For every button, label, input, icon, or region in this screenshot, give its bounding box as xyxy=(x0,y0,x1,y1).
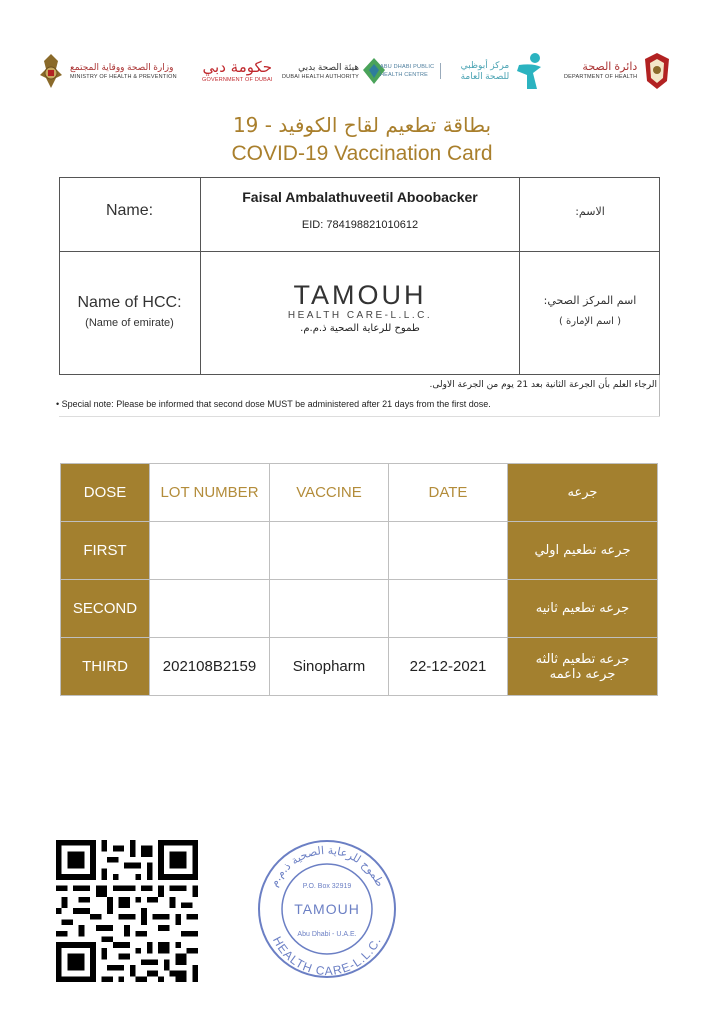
lot-number-cell xyxy=(150,522,270,580)
hcc-sublabel-en: (Name of emirate) xyxy=(85,317,174,329)
table-row xyxy=(61,580,658,638)
dose-label-ar xyxy=(508,638,658,696)
name-label-en: Name: xyxy=(105,202,154,219)
special-note-ar: الرجاء العلم بأن الجرعة الثانية بعد 21 يوم من الجرعة الاولى. xyxy=(429,380,657,390)
emirates-id: EID: 784198821010612 xyxy=(301,219,419,231)
stamp-top-text: طموح للرعاية الصحية ذ.م.م xyxy=(267,843,387,889)
special-note-en: • Special note: Please be informed that second dose MUST be administered after 21 days from the first dose. xyxy=(56,399,491,409)
vaccine-cell xyxy=(270,580,389,638)
card-title-ar: بطاقة تطعيم لقاح الكوفيد - 19 xyxy=(232,113,492,137)
header-lot-number: LOT NUMBER xyxy=(150,464,270,522)
hcc-label-en: Name of HCC: xyxy=(77,294,182,311)
note-bottom-border xyxy=(59,416,660,417)
holder-name: Faisal Ambalathuveetil Aboobacker xyxy=(242,189,478,205)
holder-info-section xyxy=(56,177,660,417)
dubai-health-authority-logo xyxy=(282,48,387,94)
dha-logo-en: DUBAI HEALTH AUTHORITY xyxy=(282,73,360,80)
header-dose-ar: جرعه xyxy=(508,464,658,522)
info-row-divider xyxy=(59,251,660,252)
vaccine-cell xyxy=(270,522,389,580)
adphc-logo-en-1: ABU DHABI PUBLIC xyxy=(380,64,435,70)
qr-code xyxy=(56,840,198,982)
uae-emblem-icon xyxy=(36,51,66,91)
adphc-logo-ar: مركز أبوظبي للصحة العامة xyxy=(460,60,510,81)
dose-label-ar-line1: جرعه تطعيم ثالثه xyxy=(535,651,630,667)
tamouh-logo-ar: طموح للرعاية الصحية ذ.م.م. xyxy=(300,323,420,334)
dose-label: SECOND xyxy=(61,580,150,638)
stamp-bottom-text: HEALTH CARE-L.L.C. xyxy=(269,934,384,979)
dose-label: FIRST xyxy=(61,522,150,580)
dose-label-ar: جرعه تطعيم ثانيه xyxy=(508,580,658,638)
abu-dhabi-emblem-icon xyxy=(642,51,672,91)
adphc-figure-icon xyxy=(513,51,547,91)
note-right-border xyxy=(659,375,660,417)
stamp-po-box: P.O. Box 32919 xyxy=(302,883,352,890)
vaccine-cell: Sinopharm xyxy=(270,638,389,696)
doh-logo-ar: دائرة الصحة xyxy=(582,60,638,73)
card-title-en: COVID-19 Vaccination Card xyxy=(231,142,493,165)
dubai-logo-en: GOVERNMENT OF DUBAI xyxy=(202,77,273,83)
ministry-health-prevention-logo xyxy=(36,48,177,94)
date-cell: 22-12-2021 xyxy=(389,638,508,696)
hcc-label-ar: اسم المركز الصحي: xyxy=(543,294,637,307)
dose-table-header xyxy=(61,464,658,522)
name-label-ar: الاسم: xyxy=(575,205,605,218)
header-vaccine: VACCINE xyxy=(270,464,389,522)
dubai-logo-ar: حكومة دبي xyxy=(202,58,273,76)
date-cell xyxy=(389,580,508,638)
header-logos xyxy=(36,48,688,94)
dose-label-ar-line2: جرعه داعمه xyxy=(549,666,616,682)
header-dose: DOSE xyxy=(61,464,150,522)
department-of-health-logo xyxy=(564,48,672,94)
tamouh-logo-main: TAMOUH xyxy=(293,280,427,310)
government-of-dubai-logo xyxy=(202,48,273,94)
table-row xyxy=(61,522,658,580)
moh-logo-en: MINISTRY OF HEALTH & PREVENTION xyxy=(70,73,177,80)
moh-logo-ar: وزارة الصحة ووقاية المجتمع xyxy=(70,61,174,72)
lot-number-cell xyxy=(150,580,270,638)
company-stamp xyxy=(256,838,398,980)
stamp-city: Abu Dhabi - U.A.E. xyxy=(297,931,357,938)
header-date: DATE xyxy=(389,464,508,522)
doh-logo-en: DEPARTMENT OF HEALTH xyxy=(564,73,638,80)
tamouh-logo-sub: HEALTH CARE-L.L.C. xyxy=(287,310,433,321)
dose-label: THIRD xyxy=(61,638,150,696)
dose-label-ar: جرعه تطعيم اولي xyxy=(508,522,658,580)
abu-dhabi-public-health-centre-logo xyxy=(380,48,547,94)
date-cell xyxy=(389,522,508,580)
table-row xyxy=(61,638,658,696)
dha-logo-ar: هيئة الصحة بدبي xyxy=(298,61,360,72)
hcc-sublabel-ar: ( اسم الإمارة ) xyxy=(558,316,622,327)
dose-table xyxy=(60,463,658,696)
tamouh-logo xyxy=(201,281,519,347)
stamp-brand: TAMOUH xyxy=(294,901,360,917)
lot-number-cell: 202108B2159 xyxy=(150,638,270,696)
adphc-logo-en-2: HEALTH CENTRE xyxy=(380,72,429,78)
